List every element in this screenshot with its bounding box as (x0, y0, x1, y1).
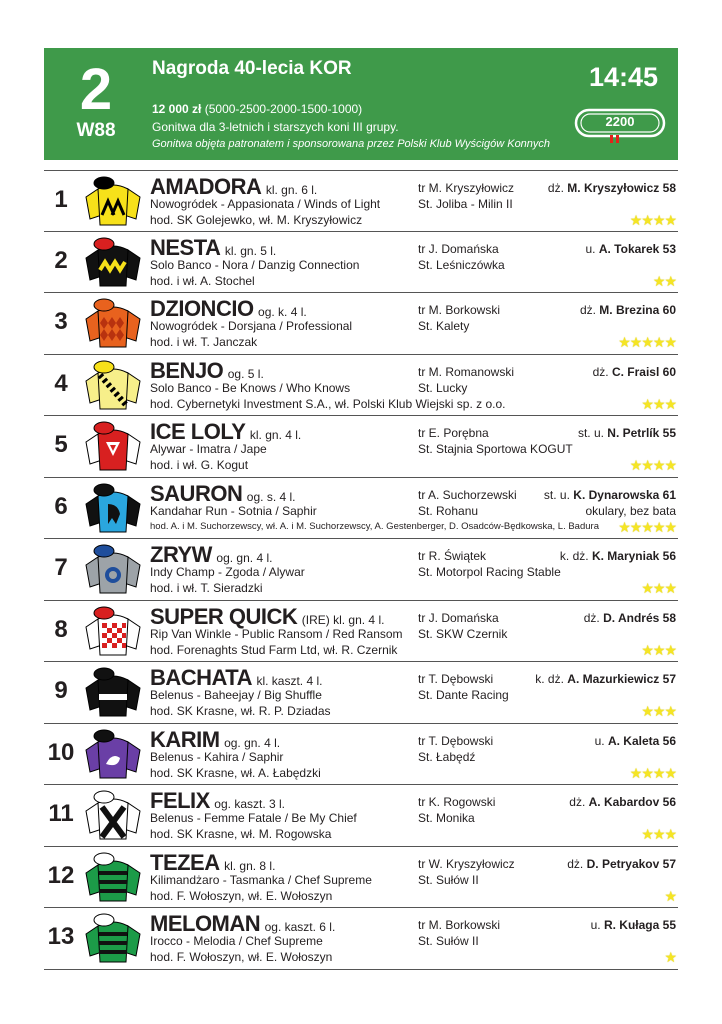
horse-stable: St. Sułów II (418, 872, 479, 887)
jockey-name-weight: D. Andrés 58 (603, 610, 676, 625)
entry-row (44, 170, 678, 232)
horse-owner: hod. SK Golejewko, wł. M. Kryszyłowicz (150, 213, 363, 227)
entry-row (44, 416, 678, 478)
jockey-name-weight: A. Tokarek 53 (598, 241, 676, 256)
jockey-rank: dż. (569, 795, 586, 809)
horse-stable: St. Sułów II (418, 934, 479, 948)
jockey (535, 672, 676, 686)
race-description: Gonitwa dla 3-letnich i starszych koni III grupy. (152, 120, 399, 134)
jockey-silks-icon (82, 236, 144, 288)
jockey-name-weight: K. Dynarowska 61 (573, 487, 676, 502)
horse-owner: hod. SK Krasne, wł. A. Łabędzki (150, 765, 321, 780)
horse-info: (IRE) kl. gn. 4 l. (301, 612, 385, 627)
jockey-silks-icon (82, 420, 144, 472)
race-distance: 2200 (605, 114, 635, 129)
entry-number: 9 (54, 677, 68, 704)
rating-stars: ★★★ (641, 703, 676, 719)
rating-stars: ★★ (652, 272, 676, 289)
jockey (569, 795, 676, 809)
jockey (585, 242, 676, 256)
entry-number: 4 (54, 369, 68, 397)
horse-info: kl. gn. 4 l. (249, 428, 302, 442)
jockey-rank: u. (585, 241, 596, 256)
jockey-silks-icon (82, 543, 144, 595)
jockey-silks-icon (82, 297, 144, 349)
jockey (578, 426, 676, 440)
jockey-rank: dż. (567, 856, 584, 871)
horse-stable: St. Monika (418, 811, 475, 825)
jockey-name-weight: A. Mazurkiewicz 57 (567, 672, 676, 686)
horse-info: og. k. 4 l. (258, 305, 307, 319)
jockey-silks-icon (82, 482, 144, 534)
horse-pedigree: Solo Banco - Nora / Danzig Connection (150, 257, 360, 272)
horse-pedigree: Alywar - Imatra / Jape (150, 442, 267, 456)
horse-info: og. kaszt. 3 l. (214, 797, 285, 811)
entries-list (44, 170, 678, 970)
horse-owner: hod. Cybernetyki Investment S.A., wł. Polski Klub Wiejski sp. z o.o. (150, 396, 506, 411)
jockey-rank: dż. (579, 303, 596, 317)
entry-row (44, 293, 678, 355)
horse-pedigree: Irocco - Melodia / Chef Supreme (150, 934, 323, 948)
horse-info: kl. gn. 5 l. (224, 243, 277, 258)
entry-row (44, 847, 678, 909)
horse-stable: St. Kalety (418, 319, 470, 333)
jockey (591, 918, 676, 932)
entry-note: okulary, bez bata (585, 503, 676, 518)
jockey-silks-icon (82, 728, 144, 780)
jockey (584, 611, 676, 625)
horse-trainer: tr W. Kryszyłowicz (418, 856, 515, 871)
horse-info: og. gn. 4 l. (224, 735, 281, 750)
entry-number: 5 (54, 431, 68, 458)
jockey-rank: st. u. (577, 426, 604, 440)
horse-stable: St. Dante Racing (418, 688, 509, 702)
horse-owner: hod. i wł. T. Sieradzki (150, 581, 263, 595)
jockey-silks-icon (82, 605, 144, 657)
horse-owner: hod. i wł. T. Janczak (150, 335, 258, 349)
horse-name: ICE LOLY (150, 419, 246, 444)
jockey-name-weight: D. Petryakov 57 (586, 856, 676, 871)
jockey-silks-icon (82, 789, 144, 841)
jockey-name-weight: C. Fraisl 60 (611, 364, 676, 379)
horse-info: og. gn. 4 l. (216, 551, 273, 565)
race-time: 14:45 (588, 62, 658, 92)
horse-pedigree: Belenus - Baheejay / Big Shuffle (150, 688, 322, 702)
horse-owner: hod. i wł. A. Stochel (150, 273, 255, 288)
track-diagram (574, 108, 666, 144)
entry-row (44, 601, 678, 663)
horse-name: BENJO (150, 357, 224, 383)
race-title: Nagroda 40-lecia KOR (152, 58, 352, 79)
jockey-rank: dż. (547, 181, 564, 195)
entry-number: 3 (54, 308, 68, 335)
horse-info: og. s. 4 l. (246, 489, 296, 504)
jockey-name-weight: N. Petrlík 55 (607, 426, 676, 440)
entry-number: 11 (48, 800, 74, 827)
horse-name: SUPER QUICK (150, 603, 298, 629)
horse-pedigree: Kandahar Run - Sotnia / Saphir (150, 503, 317, 518)
horse-trainer: tr M. Kryszyłowicz (418, 181, 514, 195)
horse-pedigree: Belenus - Femme Fatale / Be My Chief (150, 811, 357, 825)
horse-info: og. 5 l. (227, 366, 264, 381)
jockey-silks-icon (82, 359, 144, 411)
horse-trainer: tr T. Dębowski (418, 672, 494, 686)
race-sponsor: Gonitwa objęta patronatem i sponsorowana przez Polski Klub Wyścigów Konnych (152, 138, 551, 150)
entry-number: 6 (54, 492, 68, 520)
horse-trainer: tr M. Borkowski (418, 918, 501, 932)
entry-row (44, 908, 678, 970)
entry-number: 7 (54, 554, 68, 581)
entry-row (44, 355, 678, 417)
entry-number: 10 (47, 738, 75, 766)
jockey-rank: k. dż. (535, 672, 564, 686)
horse-name: BACHATA (150, 665, 252, 690)
horse-owner: hod. i wł. G. Kogut (150, 458, 249, 472)
jockey-rank: u. (594, 733, 605, 748)
horse-name: AMADORA (150, 174, 262, 199)
rating-stars: ★★★ (641, 826, 676, 842)
horse-name: DZIONCIO (150, 296, 254, 321)
horse-trainer: tr T. Dębowski (418, 733, 494, 748)
jockey-rank: k. dż. (559, 549, 589, 563)
horse-pedigree: Solo Banco - Be Knows / Who Knows (150, 380, 351, 395)
horse-trainer: tr K. Rogowski (418, 795, 496, 809)
horse-trainer: tr R. Świątek (418, 549, 487, 563)
rating-stars: ★★★ (641, 580, 676, 596)
race-code: W88 (76, 120, 116, 141)
rating-stars: ★ (664, 887, 676, 904)
jockey-silks-icon (82, 912, 144, 964)
horse-owner: hod. F. Wołoszyn, wł. E. Wołoszyn (150, 950, 333, 964)
rating-stars: ★★★★★ (618, 518, 676, 535)
rating-stars: ★ (664, 949, 676, 965)
entry-row (44, 662, 678, 724)
jockey (560, 549, 676, 563)
entry-row (44, 539, 678, 601)
horse-pedigree: Nowogródek - Appasionata / Winds of Light (150, 197, 381, 211)
race-number: 2 (79, 57, 113, 122)
jockey-name-weight: K. Maryniak 56 (591, 549, 676, 563)
horse-pedigree: Indy Champ - Zgoda / Alywar (150, 565, 305, 579)
horse-owner: hod. F. Wołoszyn, wł. E. Wołoszyn (150, 888, 333, 903)
horse-info: kl. gn. 6 l. (265, 183, 318, 197)
entry-number: 1 (54, 186, 68, 213)
jockey-silks-icon (82, 851, 144, 903)
horse-trainer: tr A. Suchorzewski (418, 487, 517, 502)
jockey (580, 303, 676, 317)
horse-owner: hod. SK Krasne, wł. R. P. Dziadas (150, 704, 331, 718)
horse-name: KARIM (150, 726, 220, 752)
horse-trainer: tr J. Domańska (418, 610, 499, 625)
horse-trainer: tr E. Porębna (418, 426, 489, 440)
jockey-rank: u. (590, 918, 601, 932)
horse-info: kl. gn. 8 l. (224, 858, 276, 873)
jockey (544, 488, 676, 502)
horse-pedigree: Kilimandżaro - Tasmanka / Chef Supreme (150, 872, 372, 887)
horse-stable: St. Lucky (418, 380, 468, 395)
horse-owner: hod. Forenaghts Stud Farm Ltd, wł. R. Czernik (150, 642, 398, 657)
jockey-rank: dż. (592, 364, 609, 379)
rating-stars: ★★★★ (629, 212, 676, 228)
entry-row (44, 232, 678, 294)
race-prize-split: (5000-2500-2000-1500-1000) (204, 102, 363, 116)
jockey-silks-icon (82, 175, 144, 227)
jockey-rank: dż. (583, 610, 600, 625)
horse-stable: St. Rohanu (418, 503, 479, 518)
horse-info: kl. kaszt. 4 l. (256, 674, 323, 688)
horse-name: NESTA (150, 234, 221, 260)
horse-stable: St. Motorpol Racing Stable (418, 565, 561, 579)
horse-pedigree: Rip Van Winkle - Public Ransom / Red Ransom (150, 626, 403, 641)
horse-info: og. kaszt. 6 l. (264, 920, 336, 934)
entry-number: 13 (47, 923, 75, 950)
jockey (593, 365, 676, 379)
horse-trainer: tr M. Romanowski (418, 364, 515, 379)
entry-row (44, 478, 678, 540)
jockey-name-weight: A. Kaleta 56 (607, 733, 676, 748)
horse-owner: hod. SK Krasne, wł. M. Rogowska (150, 827, 332, 841)
horse-name: ZRYW (150, 542, 212, 567)
rating-stars: ★★★★ (629, 764, 676, 781)
race-prize-amount: 12 000 zł (152, 102, 202, 116)
rating-stars: ★★★ (641, 395, 676, 412)
entry-row (44, 724, 678, 786)
jockey-silks-icon (82, 666, 144, 718)
horse-trainer: tr M. Borkowski (418, 303, 501, 317)
jockey (567, 857, 676, 871)
horse-stable: St. Joliba - Milin II (418, 197, 513, 211)
rating-stars: ★★★ (641, 641, 676, 658)
jockey-name-weight: M. Kryszyłowicz 58 (567, 181, 676, 195)
entry-number: 12 (47, 861, 75, 889)
rating-stars: ★★★★ (629, 457, 676, 473)
horse-name: TEZEA (150, 849, 220, 875)
race-header (44, 48, 678, 160)
race-prize (152, 102, 362, 116)
entry-number: 8 (54, 615, 68, 643)
entry-row (44, 785, 678, 847)
horse-stable: St. Łabędź (418, 749, 476, 764)
horse-name: FELIX (150, 788, 210, 813)
jockey-name-weight: A. Kabardov 56 (588, 795, 676, 809)
jockey (548, 181, 676, 195)
horse-trainer: tr J. Domańska (418, 241, 499, 256)
horse-name: MELOMAN (150, 911, 261, 936)
jockey-name-weight: M. Brezina 60 (599, 303, 676, 317)
entry-number: 2 (54, 246, 68, 274)
horse-pedigree: Nowogródek - Dorsjana / Professional (150, 319, 353, 333)
jockey-rank: st. u. (543, 487, 570, 502)
horse-pedigree: Belenus - Kahira / Saphir (150, 749, 284, 764)
rating-stars: ★★★★★ (618, 334, 676, 350)
jockey (595, 734, 676, 748)
horse-owner: hod. A. i M. Suchorzewscy, wł. A. i M. Suchorzewscy, A. Gestenberger, D. Osadców-Będkowska, L. Badura (150, 520, 599, 532)
horse-name: SAURON (150, 480, 243, 506)
horse-stable: St. Leśniczówka (418, 257, 505, 272)
horse-stable: St. Stajnia Sportowa KOGUT (418, 442, 573, 456)
jockey-name-weight: R. Kułaga 55 (603, 918, 676, 932)
horse-stable: St. SKW Czernik (418, 626, 508, 641)
